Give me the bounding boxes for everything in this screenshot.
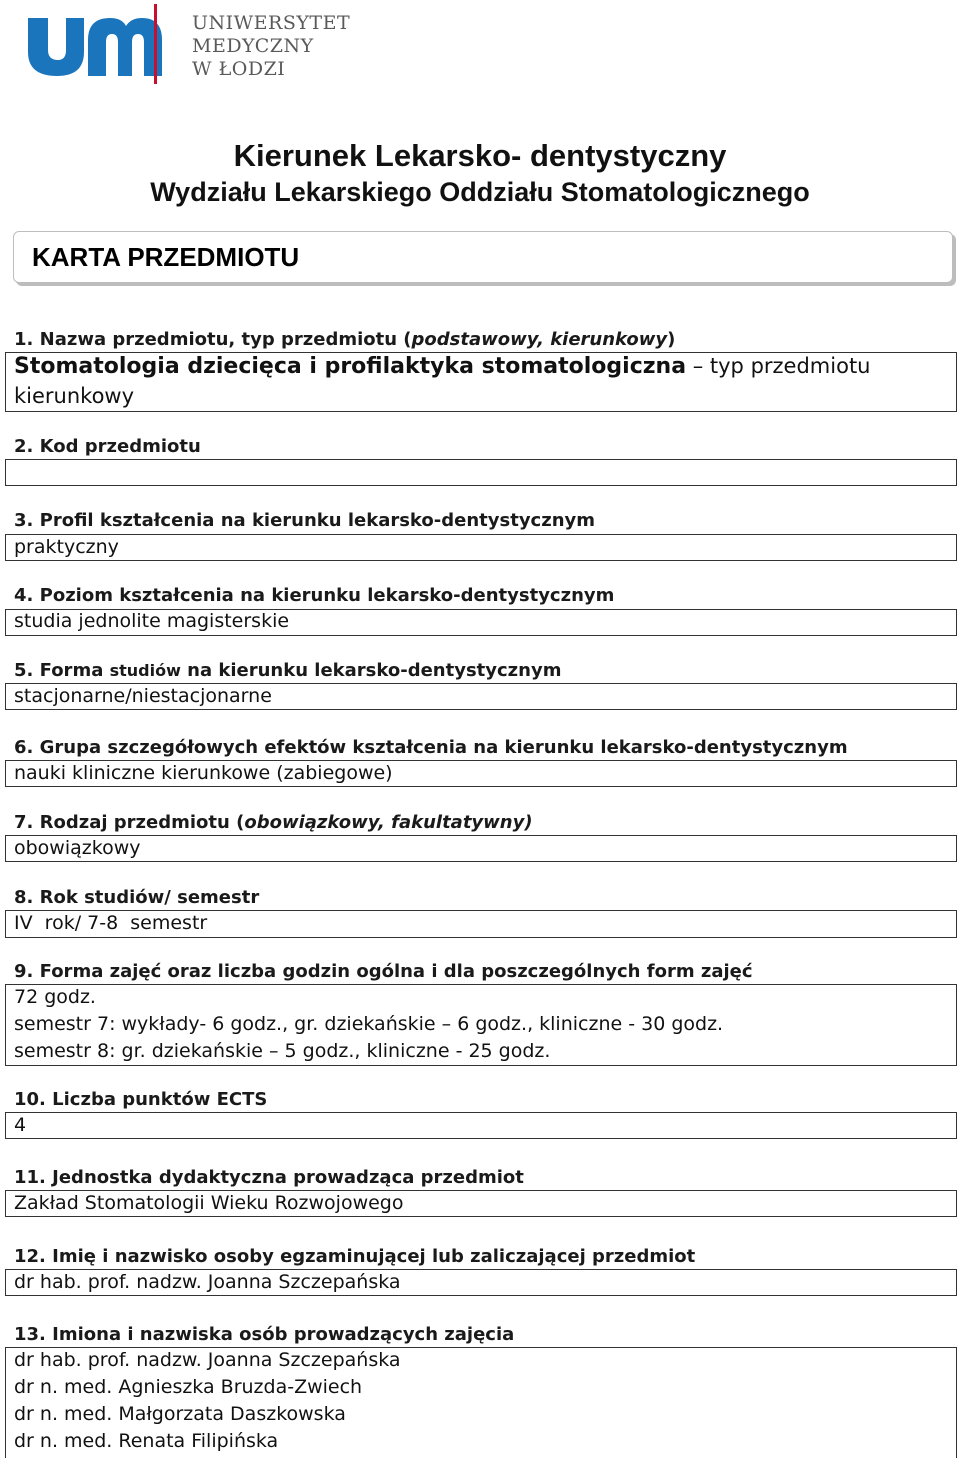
section-6-heading: 6. Grupa szczegółowych efektów kształcenia na kierunku lekarsko-dentystycznym [14,737,848,758]
section-7-value: obowiązkowy [14,837,141,859]
section-4-value: studia jednolite magisterskie [14,610,290,632]
section-2-box [5,459,957,486]
section-9-line: semestr 7: wykłady- 6 godz., gr. dziekańskie – 6 godz., kliniczne - 30 godz. [14,1013,724,1035]
section-3-value: praktyczny [14,536,119,558]
section-7-heading: 7. Rodzaj przedmiotu (obowiązkowy, fakultatywny) [14,812,533,833]
document-title: Kierunek Lekarsko- dentystyczny [233,138,727,173]
course-type-value: kierunkowy [14,384,135,408]
section-6-value: nauki kliniczne kierunkowe (zabiegowe) [14,762,393,784]
section-1-heading: 1. Nazwa przedmiotu, typ przedmiotu (podstawowy, kierunkowy) [14,329,676,350]
instructor-name: dr n. med. Małgorzata Daszkowska [14,1403,346,1425]
instructor-name: dr hab. prof. nadzw. Joanna Szczepańska [14,1349,401,1371]
section-8-heading: 8. Rok studiów/ semestr [14,887,260,908]
section-10-box [5,1112,957,1139]
instructor-name: dr n. med. Renata Filipińska [14,1430,279,1452]
course-name: Stomatologia dziecięca i profilaktyka stomatologiczna [14,354,687,379]
section-11-value: Zakład Stomatologii Wieku Rozwojowego [14,1192,404,1214]
section-12-value: dr hab. prof. nadzw. Joanna Szczepańska [14,1271,401,1293]
section-11-heading: 11. Jednostka dydaktyczna prowadząca przedmiot [14,1167,524,1188]
section-3-heading: 3. Profil kształcenia na kierunku lekarsko-dentystycznym [14,510,596,531]
karta-przedmiotu-banner [13,231,953,283]
section-7-box [5,835,957,862]
course-type-label: – typ przedmiotu [686,354,871,378]
instructor-name: dr n. med. Agnieszka Bruzda-Zwiech [14,1376,363,1398]
section-8-value: IV rok/ 7-8 semestr [14,912,208,934]
section-5-value: stacjonarne/niestacjonarne [14,685,272,707]
section-9-heading: 9. Forma zajęć oraz liczba godzin ogólna i dla poszczególnych form zajęć [14,961,753,982]
section-12-heading: 12. Imię i nazwisko osoby egzaminującej lub zaliczającej przedmiot [14,1246,696,1267]
section-4-heading: 4. Poziom kształcenia na kierunku lekarsko-dentystycznym [14,585,615,606]
section-10-heading: 10. Liczba punktów ECTS [14,1089,268,1110]
section-13-heading: 13. Imiona i nazwiska osób prowadzących zajęcia [14,1324,515,1345]
ects-value: 4 [14,1114,27,1136]
karta-label: KARTA PRZEDMIOTU [32,242,300,272]
course-name-line [14,354,870,379]
university-name: UNIWERSYTET MEDYCZNY W ŁODZI [192,12,351,80]
section-9-line: semestr 8: gr. dziekańskie – 5 godz., kliniczne - 25 godz. [14,1040,551,1062]
section-3-box [5,534,957,561]
logo-divider [154,4,157,84]
section-9-line: 72 godz. [14,986,96,1008]
university-logo [26,4,351,84]
section-2-heading: 2. Kod przedmiotu [14,436,201,457]
um-logo-icon [26,4,166,84]
document-subtitle: Wydziału Lekarskiego Oddziału Stomatologicznego [150,177,810,207]
section-5-heading: 5. Forma studiów na kierunku lekarsko-dentystycznym [14,660,562,681]
